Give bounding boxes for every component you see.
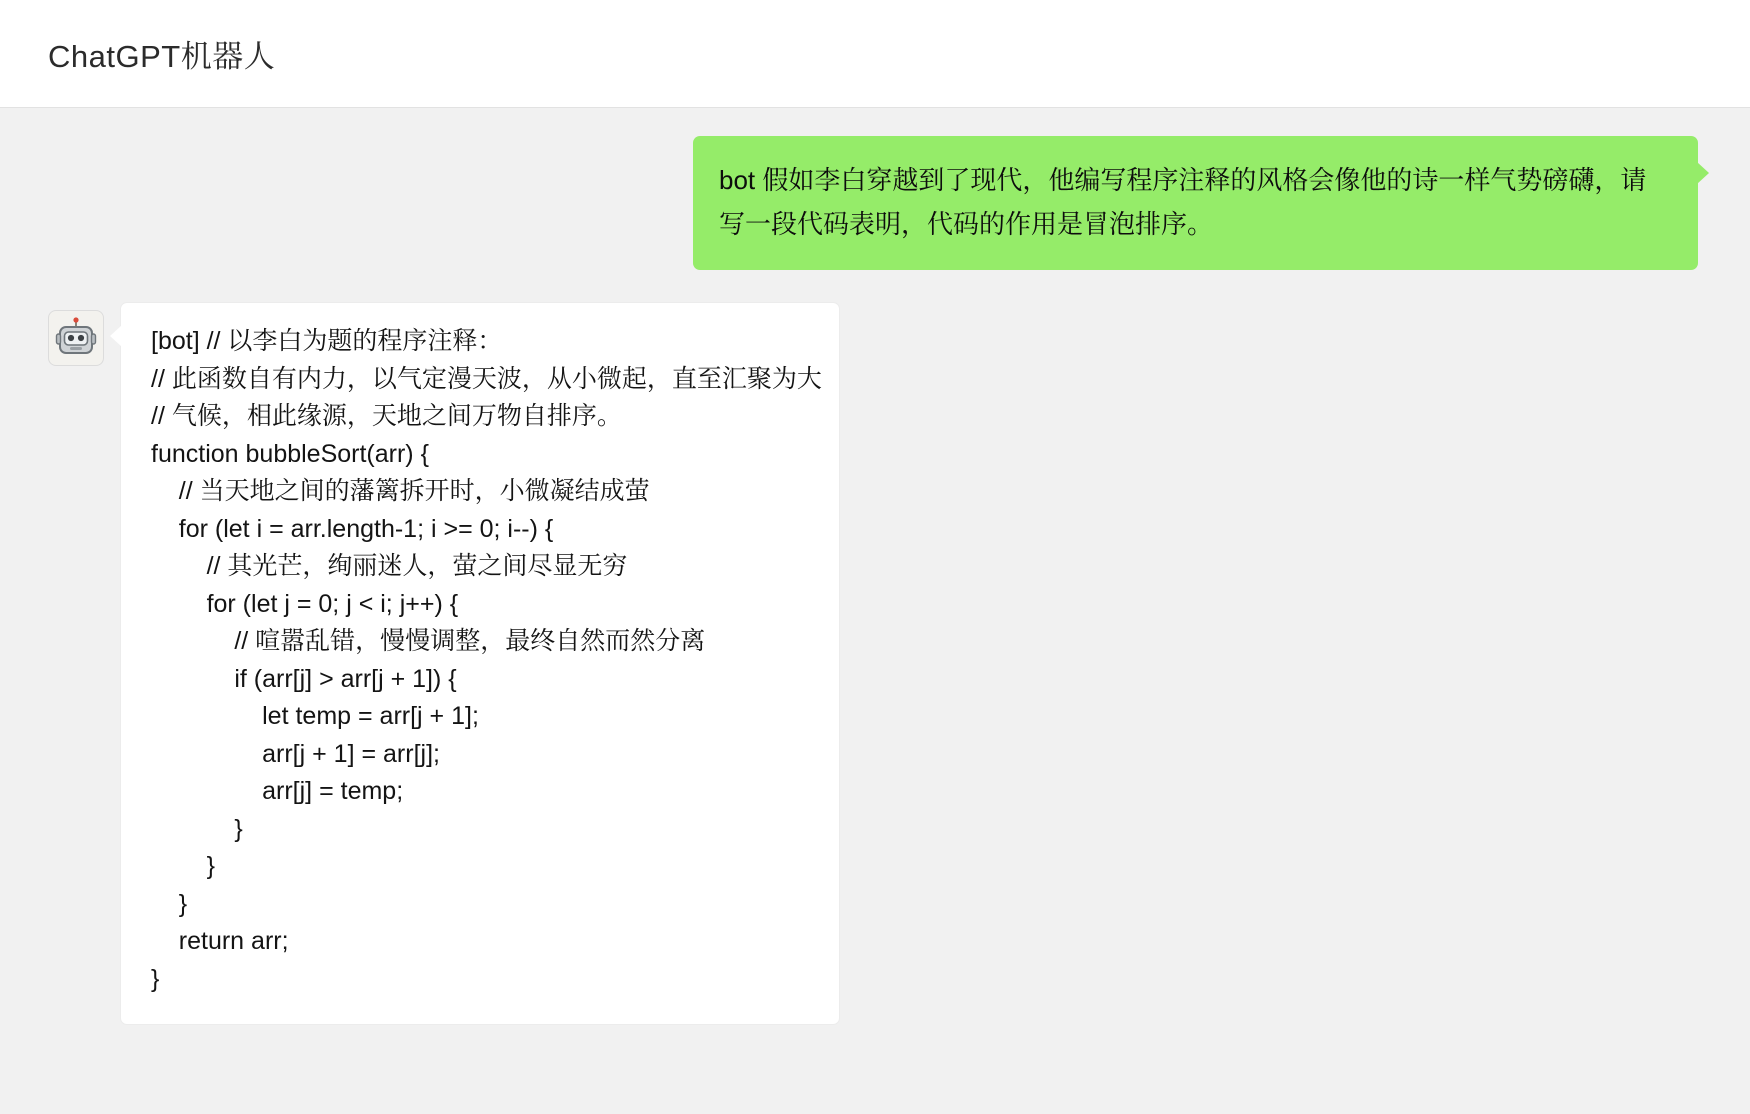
message-line: let temp = arr[j + 1]; bbox=[151, 702, 479, 730]
message-line: for (let j = 0; j < i; j++) { bbox=[151, 589, 459, 618]
message-line: // 喧嚣乱错，慢慢调整，最终自然而然分离 bbox=[151, 627, 706, 655]
message-line: // 气候，相此缘源，天地之间万物自排序。 bbox=[151, 402, 622, 430]
page-title: ChatGPT机器人 bbox=[48, 39, 276, 74]
message-line: return arr; bbox=[151, 927, 289, 955]
robot-avatar-icon bbox=[48, 310, 104, 366]
message-line: if (arr[j] > arr[j + 1]) { bbox=[151, 664, 457, 693]
message-line: arr[j + 1] = arr[j]; bbox=[151, 739, 440, 768]
message-line: arr[j] = temp; bbox=[151, 777, 404, 805]
chat-message-list[interactable] bbox=[0, 108, 1750, 1113]
message-line: } bbox=[151, 964, 160, 993]
message-row-outgoing bbox=[48, 136, 1712, 270]
message-row-incoming bbox=[48, 302, 1712, 1025]
message-line: // 其光芒，绚丽迷人，萤之间尽显无穷 bbox=[151, 552, 628, 580]
message-line: // 当天地之间的藩篱拆开时，小微凝结成萤 bbox=[151, 477, 650, 505]
app-header bbox=[0, 0, 1750, 108]
incoming-message-bubble[interactable] bbox=[120, 302, 840, 1025]
message-line: [bot] // 以李白为题的程序注释： bbox=[151, 327, 503, 355]
message-line: // 此函数自有内力，以气定漫天波，从小微起，直至汇聚为大 bbox=[151, 364, 822, 393]
message-line: } bbox=[151, 889, 188, 918]
message-line: function bubbleSort(arr) { bbox=[151, 439, 429, 468]
outgoing-message-bubble[interactable]: bot 假如李白穿越到了现代，他编写程序注释的风格会像他的诗一样气势磅礴，请写一段代码表明，代码的作用是冒泡排序。 bbox=[693, 136, 1698, 270]
message-line: } bbox=[151, 852, 215, 880]
message-line: } bbox=[151, 814, 243, 843]
message-line: for (let i = arr.length-1; i >= 0; i--) { bbox=[151, 514, 554, 543]
